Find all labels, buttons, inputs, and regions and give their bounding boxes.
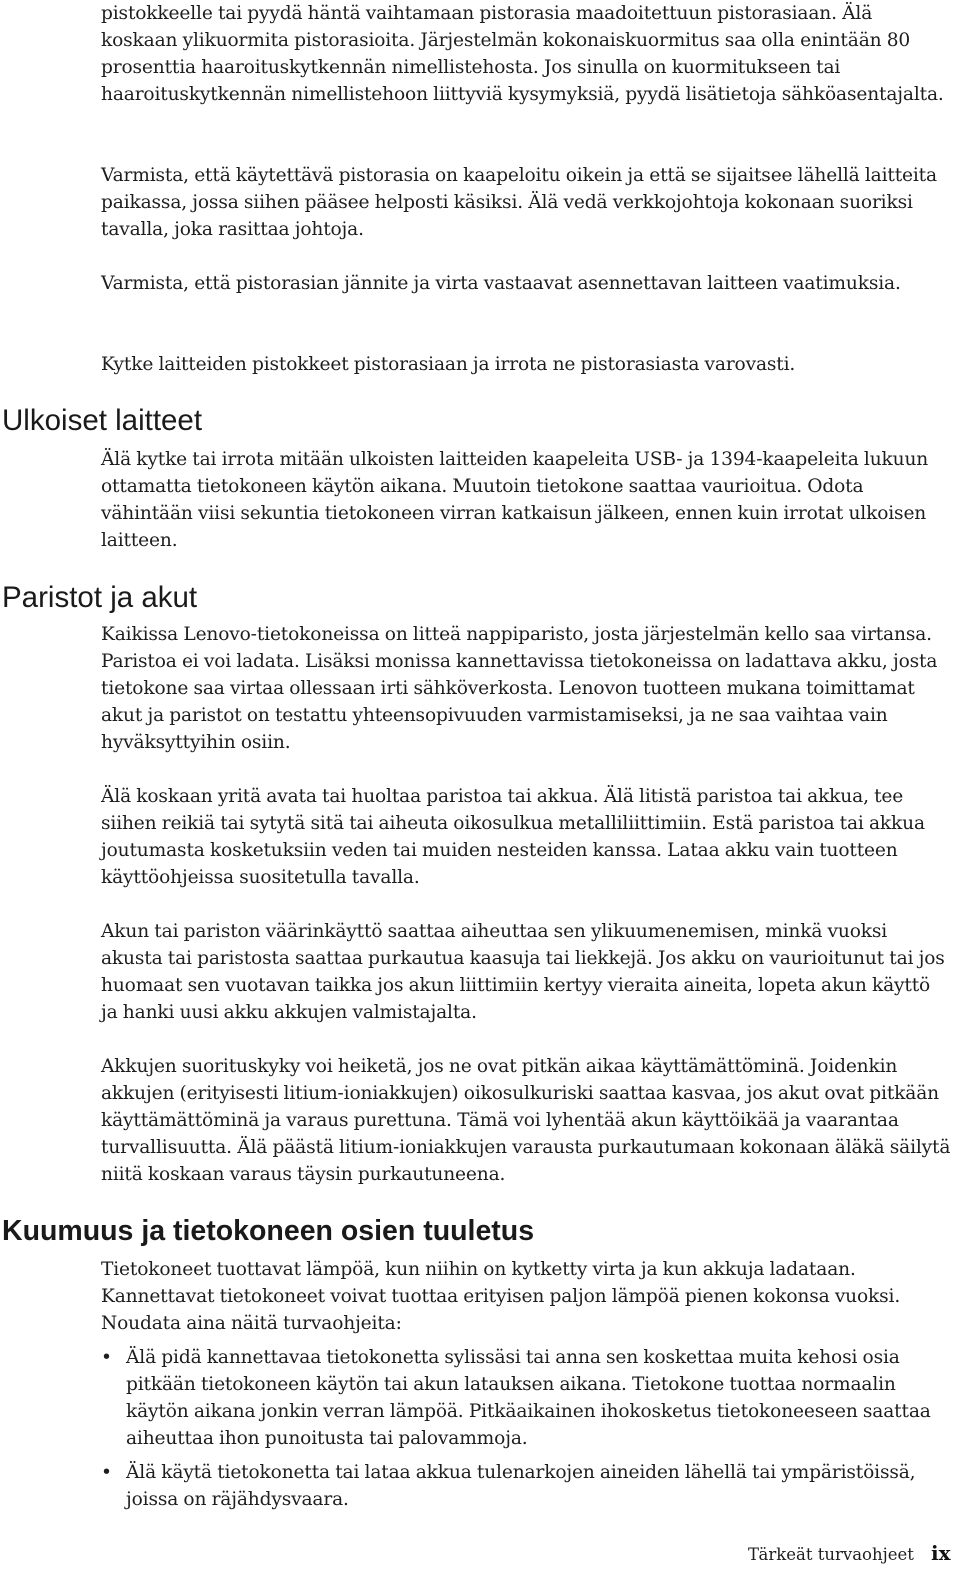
page-number: ix <box>931 1541 951 1565</box>
paragraph-outlet-voltage: Varmista, että pistorasian jännite ja virta vastaavat asennettavan laitteen vaatimuksia. <box>101 273 901 294</box>
paragraph-batteries-storage: Akkujen suorituskyky voi heiketä, jos ne ovat pitkän aikaa käyttämättöminä. Joidenkin akkujen (erityisesti litium-ioniakkujen) oikosulkuriski saattaa kasvaa, jos akut ovat pitkään käyttämättöminä ja varaus purettuna. Tämä voi lyhentää akun käyttöikää ja vaarantaa turvallisuutta. Älä päästä litium-ioniakkujen varausta purkautumaan kokonaan äläkä säilytä niitä koskaan varaus täysin purkautuneena. <box>101 1056 951 1185</box>
footer-title: Tärkeät turvaohjeet <box>748 1545 914 1564</box>
paragraph-outlet-wiring: Varmista, että käytettävä pistorasia on kaapeloitu oikein ja että se sijaitsee lähellä laitteita paikassa, jossa siihen pääsee helposti käsiksi. Älä vedä verkkojohtoja kokonaan suoriksi tavalla, joka rasittaa johtoja. <box>101 165 937 240</box>
paragraph-plug-carefully: Kytke laitteiden pistokkeet pistorasiaan ja irrota ne pistorasiasta varovasti. <box>101 354 796 375</box>
heading-heat-ventilation: Kuumuus ja tietokoneen osien tuuletus <box>2 1215 535 1247</box>
list-item-text: Älä pidä kannettavaa tietokonetta sylissäsi tai anna sen koskettaa muita kehosi osia pitkään tietokoneen käytön tai akun latauksen aikana. Tietokone tuottaa normaalin käytön aikana jonkin verran lämpöä. Pitkäaikainen ihokosketus tietokoneeseen saattaa aiheuttaa ihon punoitusta tai palovammoja. <box>126 1347 931 1449</box>
heading-external-devices: Ulkoiset laitteet <box>2 404 203 437</box>
paragraph-external-devices: Älä kytke tai irrota mitään ulkoisten laitteiden kaapeleita USB- ja 1394-kaapeleita lukuun ottamatta tietokoneen käytön aikana. Muutoin tietokone saattaa vaurioitua. Odota vähintään viisi sekuntia tietokoneen virran katkaisun jälkeen, ennen kuin irrotat ulkoisen laitteen. <box>101 449 929 551</box>
list-item-text: Älä käytä tietokonetta tai lataa akkua tulenarkojen aineiden lähellä tai ympäristöissä, joissa on räjähdysvaara. <box>126 1462 916 1510</box>
paragraph-heat-intro: Tietokoneet tuottavat lämpöä, kun niihin on kytketty virta ja kun akkuja ladataan. Kannettavat tietokoneet voivat tuottaa erityisen paljon lämpöä pienen kokonsa vuoksi. Noudata aina näitä turvaohjeita: <box>101 1259 901 1334</box>
paragraph-batteries-misuse: Akun tai pariston väärinkäyttö saattaa aiheuttaa sen ylikuumenemisen, minkä vuoksi akusta tai paristosta saattaa purkautua kaasuja tai liekkejä. Jos akku on vaurioitunut tai jos huomaat sen vuotavan taikka jos akun liittimiin kertyy vieraita aineita, lopeta akun käyttö ja hanki uusi akku akkujen valmistajalta. <box>101 921 945 1023</box>
paragraph-outlet-replacement: pistokkeelle tai pyydä häntä vaihtamaan pistorasia maadoitettuun pistorasiaan. Älä koskaan ylikuormita pistorasioita. Järjestelmän kokonaiskuormitus saa olla enintään 80 prosenttia haaroituskytkennän nimellistehosta. Jos sinulla on kuormitukseen tai haaroituskytkennän nimellistehoon liittyviä kysymyksiä, pyydä lisätietoja sähköasentajalta. <box>101 3 944 105</box>
bullet-icon: • <box>101 1462 112 1483</box>
bullet-icon: • <box>101 1347 112 1368</box>
paragraph-batteries-intro: Kaikissa Lenovo-tietokoneissa on litteä nappiparisto, josta järjestelmän kello saa virtansa. Paristoa ei voi ladata. Lisäksi monissa kannettavissa tietokoneissa on ladattava akku, josta tietokone saa virtaa ollessaan irti sähköverkosta. Lenovon tuotteen mukana toimittamat akut ja paristot on testattu yhteensopivuuden varmistamiseksi, ja ne saa vaihtaa vain hyväksyttyihin osiin. <box>101 624 938 753</box>
paragraph-batteries-handling: Älä koskaan yritä avata tai huoltaa paristoa tai akkua. Älä litistä paristoa tai akkua, tee siihen reikiä tai sytytä sitä tai aiheuta oikosulkua metalliliittimiin. Estä paristoa tai akkua joutumasta kosketuksiin veden tai muiden nesteiden kanssa. Lataa akku vain tuotteen käyttöohjeissa suositetulla tavalla. <box>101 786 925 888</box>
heading-batteries: Paristot ja akut <box>2 581 198 614</box>
